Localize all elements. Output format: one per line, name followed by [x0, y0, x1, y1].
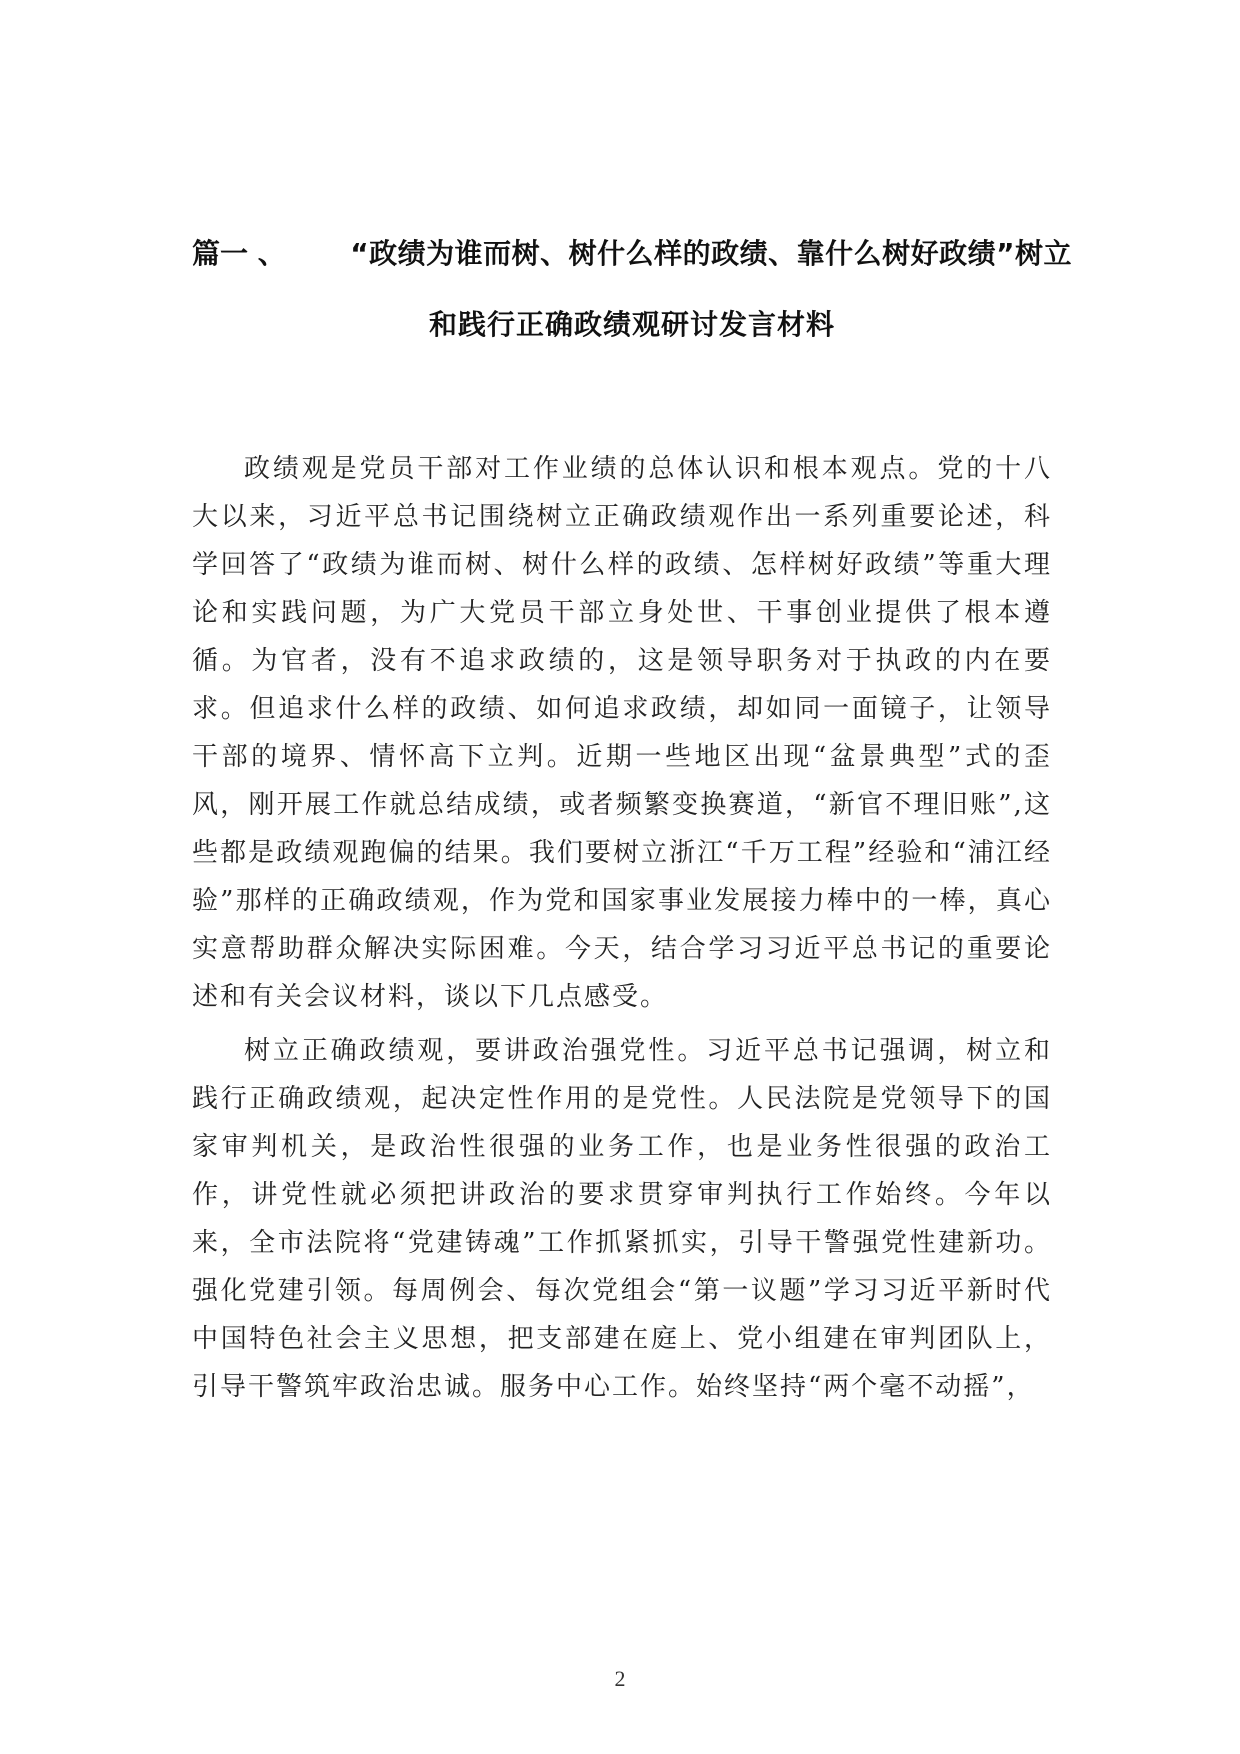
title-prefix: 篇一 、	[192, 237, 286, 270]
body-paragraph-1: 政绩观是党员干部对工作业绩的总体认识和根本观点。党的十八大以来，习近平总书记围绕树立正确政绩观作出一系列重要论述，科学回答了“政绩为谁而树、树什么样的政绩、怎样树好政绩”等重大理论和实践问题，为广大党员干部立身处世、干事创业提供了根本遵循。为官者，没有不追求政绩的，这是领导职务对于执政的内在要求。但追求什么样的政绩、如何追求政绩，却如同一面镜子，让领导干部的境界、情怀高下立判。近期一些地区出现“盆景典型”式的歪风，刚开展工作就总结成绩，或者频繁变换赛道，“新官不理旧账”,这些都是政绩观跑偏的结果。我们要树立浙江“千万工程”经验和“浦江经验”那样的正确政绩观，作为党和国家事业发展接力棒中的一棒，真心实意帮助群众解决实际困难。今天，结合学习习近平总书记的重要论述和有关会议材料，谈以下几点感受。	[192, 454, 1052, 1012]
document-body	[192, 445, 1052, 1417]
document-title-line-1	[192, 232, 1072, 272]
title-main-text: “政绩为谁而树、树什么样的政绩、靠什么树好政绩”树立	[350, 237, 1072, 270]
page-number: 2	[614, 1666, 626, 1691]
document-title-line-2: 和践行正确政绩观研讨发言材料	[428, 308, 835, 341]
body-paragraph-2: 树立正确政绩观，要讲政治强党性。习近平总书记强调，树立和践行正确政绩观，起决定性作用的是党性。人民法院是党领导下的国家审判机关，是政治性很强的业务工作，也是业务性很强的政治工作，讲党性就必须把讲政治的要求贯穿审判执行工作始终。今年以来，全市法院将“党建铸魂”工作抓紧抓实，引导干警强党性建新功。强化党建引领。每周例会、每次党组会“第一议题”学习习近平新时代中国特色社会主义思想，把支部建在庭上、党小组建在审判团队上，引导干警筑牢政治忠诚。服务中心工作。始终坚持“两个毫不动摇”，	[192, 1036, 1052, 1402]
